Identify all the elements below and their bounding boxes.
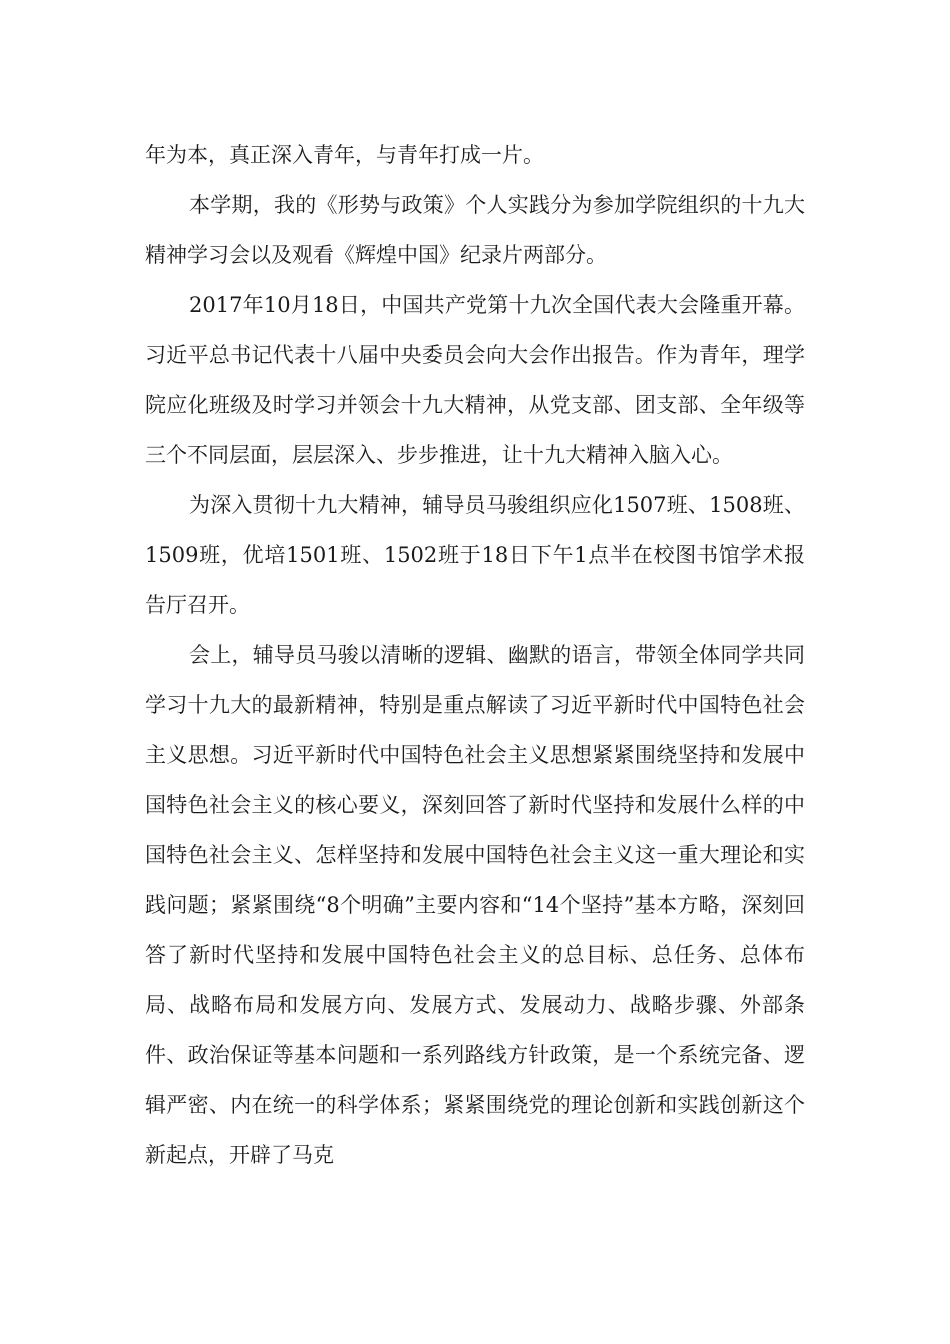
paragraph-continuation: 年为本，真正深入青年，与青年打成一片。 [145,143,544,167]
paragraph-meeting-content: 会上，辅导员马骏以清晰的逻辑、幽默的语言，带领全体同学共同学习十九大的最新精神，特别是重点解读了习近平新时代中国特色社会主义思想。习近平新时代中国特色社会主义思想紧紧围绕坚持和发展中国特色社会主义的核心要义，深刻回答了新时代坚持和发展什么样的中国特色社会主义、怎样坚持和发展中国特色社会主义这一重大理论和实践问题；紧紧围绕“8个明确”主要内容和“14个坚持”基本方略，深刻回答了新时代坚持和发展中国特色社会主义的总目标、总任务、总体布局、战略布局和发展方向、发展方式、发展动力、战略步骤、外部条件、政治保证等基本问题和一系列路线方针政策，是一个系统完备、逻辑严密、内在统一的科学体系；紧紧围绕党的理论创新和实践创新这个新起点，开辟了马克 [145,643,805,1167]
paragraph-congress-opening: 2017年10月18日，中国共产党第十九次全国代表大会隆重开幕。习近平总书记代表十八届中央委员会向大会作出报告。作为青年，理学院应化班级及时学习并领会十九大精神，从党支部、团支部、全年级等三个不同层面，层层深入、步步推进，让十九大精神入脑入心。 [145,293,805,467]
document-body [145,130,805,1180]
paragraph-practice-intro: 本学期，我的《形势与政策》个人实践分为参加学院组织的十九大精神学习会以及观看《辉煌中国》纪录片两部分。 [145,193,805,267]
paragraph-meeting-organization: 为深入贯彻十九大精神，辅导员马骏组织应化1507班、1508班、1509班，优培1501班、1502班于18日下午1点半在校图书馆学术报告厅召开。 [145,493,805,617]
